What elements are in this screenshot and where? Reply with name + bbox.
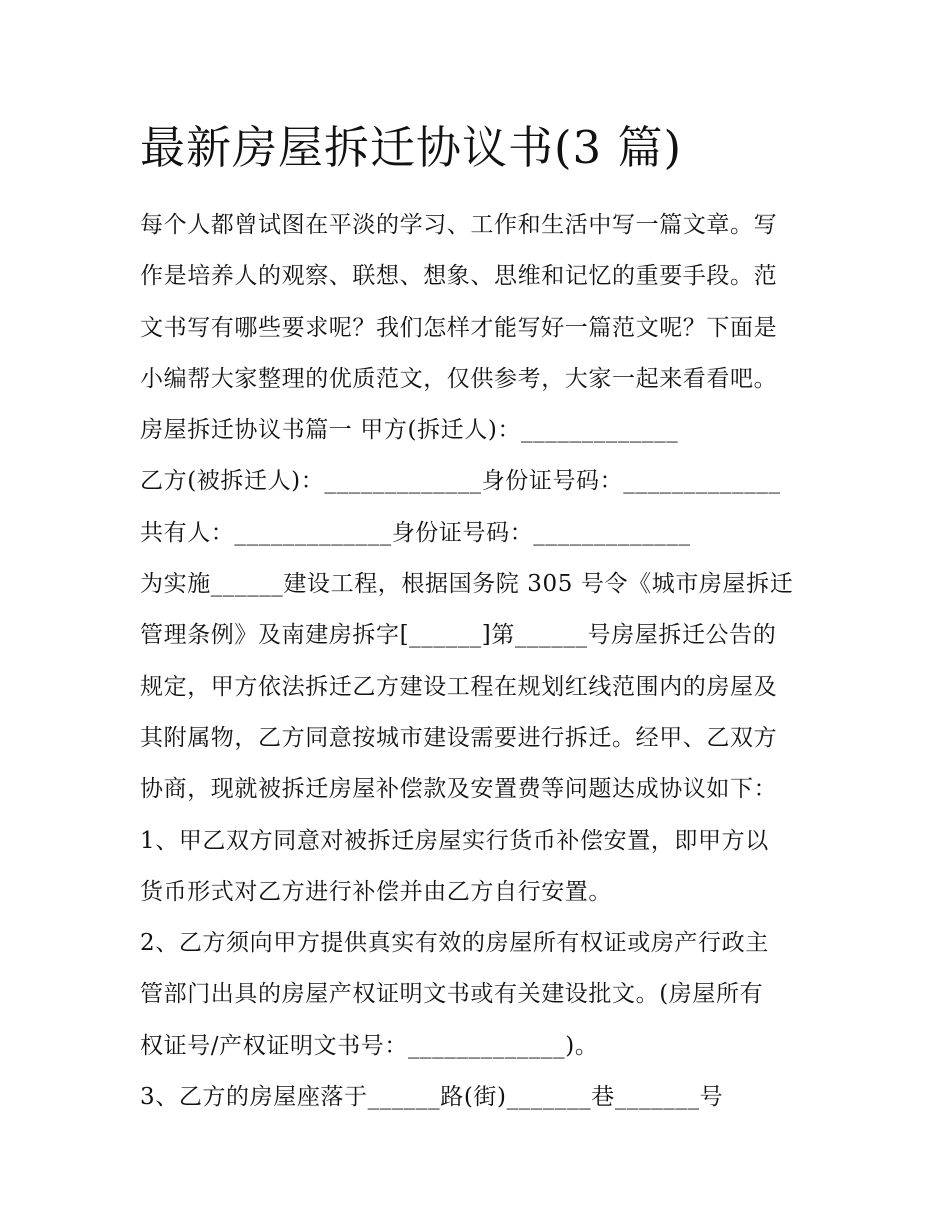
paragraph-line: 货币形式对乙方进行补偿并由乙方自行安置。 xyxy=(140,878,612,905)
paragraph-line: 1、甲乙双方同意对被拆迁房屋实行货币补偿安置，即甲方以 xyxy=(140,827,769,854)
paragraph-line: 管理条例》及南建房拆字[______]第______号房屋拆迁公告的 xyxy=(140,622,777,649)
document-title: 最新房屋拆迁协议书(3 篇) xyxy=(140,121,683,174)
paragraph-line: 为实施______建设工程，根据国务院 305 号令《城市房屋拆迁 xyxy=(140,571,794,598)
paragraph-line: 2、乙方须向甲方提供真实有效的房屋所有权证或房产行政主 xyxy=(140,930,769,957)
paragraph-line: 管部门出具的房屋产权证明文书或有关建设批文。(房屋所有 xyxy=(140,981,764,1008)
paragraph-line: 小编帮大家整理的优质范文，仅供参考，大家一起来看看吧。 xyxy=(140,365,778,392)
paragraph-line: 文书写有哪些要求呢？我们怎样才能写好一篇范文呢？下面是 xyxy=(140,314,778,341)
paragraph-line: 每个人都曾试图在平淡的学习、工作和生活中写一篇文章。写 xyxy=(140,212,778,238)
document-body xyxy=(140,200,820,1123)
paragraph-line: 3、乙方的房屋座落于______路(街)_______巷_______号 xyxy=(140,1084,724,1111)
paragraph-line: 权证号/产权证明文书号：_____________)。 xyxy=(140,1032,599,1059)
paragraph-line: 共有人：_____________身份证号码：_____________ xyxy=(140,519,691,546)
paragraph-line: 作是培养人的观察、联想、想象、思维和记忆的重要手段。范 xyxy=(140,263,778,290)
paragraph-line: 乙方(被拆迁人)：_____________身份证号码：_____________ xyxy=(140,468,781,495)
paragraph-line: 协商，现就被拆迁房屋补偿款及安置费等问题达成协议如下： xyxy=(140,776,778,803)
paragraph-line: 其附属物，乙方同意按城市建设需要进行拆迁。经甲、乙双方 xyxy=(140,724,778,751)
paragraph-line: 规定，甲方依法拆迁乙方建设工程在规划红线范围内的房屋及 xyxy=(140,673,778,700)
paragraph-line: 房屋拆迁协议书篇一 甲方(拆迁人)：_____________ xyxy=(140,417,679,444)
